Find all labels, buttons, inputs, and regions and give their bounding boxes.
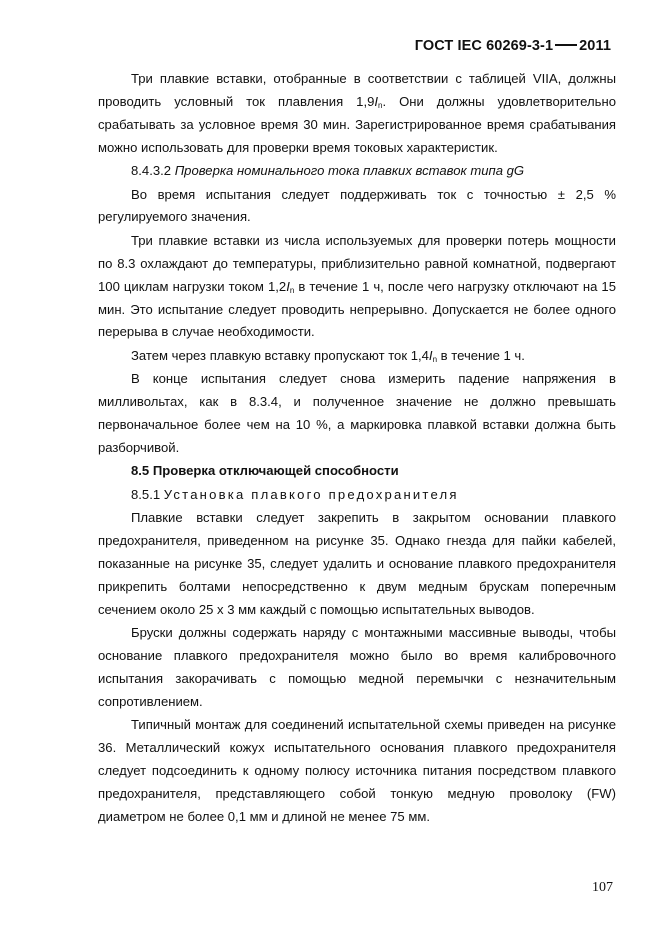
- header-dash: [555, 44, 577, 46]
- current-subscript: n: [378, 100, 383, 110]
- page-number: 107: [592, 880, 613, 895]
- subsection-heading-8-5-1: [98, 484, 616, 507]
- current-subscript: n: [432, 354, 438, 364]
- paragraph-load-cycles: [98, 230, 616, 345]
- paragraph-voltage-drop: В конце испытания следует снова измерить падение напряжения в милливольтах, как в 8.3.4, и полученное значение не должно превышать первоначальное более чем на 10 %, а маркировка плавкой вставки должна быть разборчивой.: [98, 371, 616, 455]
- paragraph-conventional-fusing-current: [98, 68, 616, 160]
- page-body: [98, 68, 616, 829]
- section-heading-8-5: 8.5 Проверка отключающей способности: [131, 463, 399, 479]
- paragraph-text: Затем через плавкую вставку пропускают ток 1,4: [131, 347, 429, 363]
- current-symbol: I: [428, 347, 433, 363]
- paragraph-text: в течение 1 ч, после чего нагрузку отключают на 15 мин. Это испытание следует проводить непрерывно. Допускается не более одного перерыва в случае необходимости.: [98, 278, 616, 340]
- current-symbol: I: [286, 278, 290, 294]
- paragraph-copper-bars: Бруски должны содержать наряду с монтажными массивные выводы, чтобы основание плавкого предохранителя можно было во время калибровочного испытания закорачивать с помощью медной перемычки с незначительным сопротивлением.: [98, 625, 616, 709]
- paragraph-current-1-4: [98, 345, 616, 368]
- paragraph-text: Три плавкие вставки из числа используемых для проверки потерь мощности по 8.3 охлаждают до температуры, приблизительно равной комнатной, подвергают 100 циклам нагрузки током 1,2: [98, 232, 616, 294]
- section-title: Проверка номинального тока плавких вставок типа gG: [174, 163, 525, 179]
- paragraph-current-accuracy: Во время испытания следует поддерживать ток с точностью ± 2,5 % регулируемого значения.: [98, 186, 616, 225]
- standard-code: ГОСТ IEC 60269-3-1: [414, 38, 554, 54]
- page-header: [415, 38, 611, 54]
- section-number: 8.5.1: [131, 486, 161, 502]
- paragraph-text: Три плавкие вставки, отобранные в соответствии с таблицей VIIA, должны проводить условный ток плавления 1,9: [98, 71, 616, 109]
- paragraph-fuse-mounting: Плавкие вставки следует закрепить в закрытом основании плавкого предохранителя, приведенном на рисунке 35. Однако гнезда для пайки кабелей, показанные на рисунке 35, следует удалить и основание плавкого предохранителя прикрепить болтами непосредственно к двум медным брускам поперечным сечением около 25 х 3 мм каждый с помощью испытательных выводов.: [98, 510, 616, 617]
- paragraph-text: в течение 1 ч.: [437, 347, 525, 363]
- section-title: Установка плавкого предохранителя: [163, 486, 459, 502]
- current-subscript: n: [289, 285, 295, 295]
- paragraph-text: . Они должны удовлетворительно срабатывать за условное время 30 мин. Зарегистрированное время срабатывания можно использовать для проверки время токовых характеристик.: [98, 93, 616, 155]
- standard-year: 2011: [579, 38, 611, 54]
- current-symbol: I: [374, 93, 379, 109]
- subsection-heading-8-4-3-2: [98, 160, 616, 183]
- paragraph-test-circuit: Типичный монтаж для соединений испытательной схемы приведен на рисунке 36. Металлический кожух испытательного основания плавкого предохранителя следует подсоединить к одному полюсу источника питания посредством плавкого предохранителя, представляющего собой тонкую медную проволоку (FW) диаметром не более 0,1 мм и длиной не менее 75 мм.: [98, 717, 616, 824]
- section-number: 8.4.3.2: [131, 163, 172, 179]
